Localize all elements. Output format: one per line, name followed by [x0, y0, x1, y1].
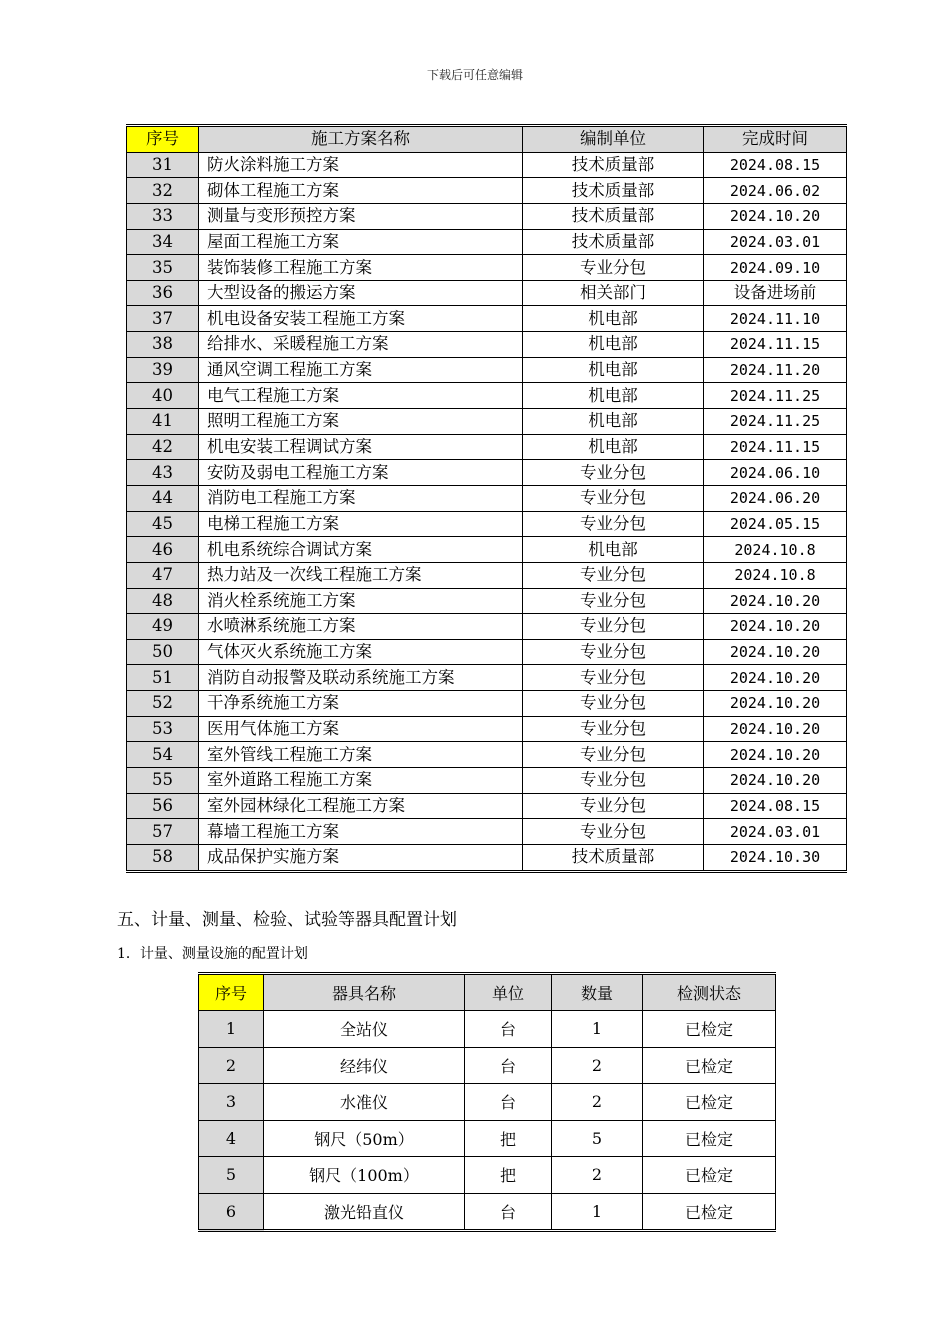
cell-completion-time: 2024.06.20: [704, 485, 847, 511]
cell-plan-name: 成品保护实施方案: [199, 844, 523, 871]
cell-department: 专业分包: [523, 768, 704, 794]
table-header-row: [127, 126, 847, 153]
cell-department: 技术质量部: [523, 178, 704, 204]
cell-unit: 把: [465, 1120, 552, 1157]
cell-plan-name: 室外管线工程施工方案: [199, 742, 523, 768]
header-seq: 序号: [199, 974, 264, 1011]
header-quantity: 数量: [552, 974, 643, 1011]
cell-seq: 41: [127, 409, 199, 435]
table-row: [127, 383, 847, 409]
table-row: [127, 203, 847, 229]
table-row: [127, 485, 847, 511]
table-row: [127, 357, 847, 383]
table-row: [127, 409, 847, 435]
cell-plan-name: 水喷淋系统施工方案: [199, 614, 523, 640]
cell-unit: 台: [465, 1011, 552, 1048]
cell-plan-name: 照明工程施工方案: [199, 409, 523, 435]
table-row: [127, 178, 847, 204]
cell-plan-name: 干净系统施工方案: [199, 691, 523, 717]
cell-inspection-status: 已检定: [643, 1157, 776, 1194]
cell-completion-time: 2024.10.20: [704, 588, 847, 614]
cell-completion-time: 2024.03.01: [704, 229, 847, 255]
cell-department: 机电部: [523, 537, 704, 563]
table-row: [127, 434, 847, 460]
cell-completion-time: 2024.08.15: [704, 152, 847, 178]
cell-completion-time: 2024.11.25: [704, 383, 847, 409]
cell-inspection-status: 已检定: [643, 1193, 776, 1231]
cell-inspection-status: 已检定: [643, 1120, 776, 1157]
cell-department: 技术质量部: [523, 844, 704, 871]
cell-department: 技术质量部: [523, 152, 704, 178]
cell-seq: 57: [127, 819, 199, 845]
cell-completion-time: 2024.06.10: [704, 460, 847, 486]
cell-completion-time: 2024.10.20: [704, 691, 847, 717]
cell-department: 机电部: [523, 434, 704, 460]
table-row: [127, 255, 847, 281]
table-row: [127, 152, 847, 178]
cell-seq: 31: [127, 152, 199, 178]
cell-completion-time: 2024.10.20: [704, 665, 847, 691]
cell-seq: 40: [127, 383, 199, 409]
cell-seq: 49: [127, 614, 199, 640]
cell-completion-time: 2024.10.8: [704, 562, 847, 588]
cell-seq: 38: [127, 332, 199, 358]
cell-seq: 37: [127, 306, 199, 332]
cell-seq: 42: [127, 434, 199, 460]
cell-plan-name: 机电系统综合调试方案: [199, 537, 523, 563]
cell-seq: 46: [127, 537, 199, 563]
table-row: [127, 844, 847, 871]
table-row: [127, 460, 847, 486]
header-instrument-name: 器具名称: [264, 974, 465, 1011]
cell-instrument-name: 水准仪: [264, 1084, 465, 1121]
cell-plan-name: 防火涂料施工方案: [199, 152, 523, 178]
cell-plan-name: 室外园林绿化工程施工方案: [199, 793, 523, 819]
cell-department: 专业分包: [523, 691, 704, 717]
cell-seq: 54: [127, 742, 199, 768]
cell-department: 专业分包: [523, 511, 704, 537]
cell-plan-name: 消火栓系统施工方案: [199, 588, 523, 614]
table-row: [127, 229, 847, 255]
header-department: 编制单位: [523, 126, 704, 153]
instrument-table: [198, 972, 776, 1232]
cell-department: 专业分包: [523, 716, 704, 742]
table-row: [127, 280, 847, 306]
table-row: [199, 1157, 776, 1194]
header-completion-time: 完成时间: [704, 126, 847, 153]
cell-completion-time: 2024.09.10: [704, 255, 847, 281]
cell-quantity: 1: [552, 1011, 643, 1048]
cell-instrument-name: 钢尺（100m）: [264, 1157, 465, 1194]
header-inspection-status: 检测状态: [643, 974, 776, 1011]
cell-plan-name: 室外道路工程施工方案: [199, 768, 523, 794]
table-row: [127, 819, 847, 845]
cell-seq: 32: [127, 178, 199, 204]
cell-department: 专业分包: [523, 255, 704, 281]
construction-plan-table: [126, 124, 847, 873]
table-row: [127, 768, 847, 794]
cell-completion-time: 2024.03.01: [704, 819, 847, 845]
cell-completion-time: 2024.10.30: [704, 844, 847, 871]
cell-department: 专业分包: [523, 793, 704, 819]
cell-completion-time: 设备进场前: [704, 280, 847, 306]
cell-seq: 5: [199, 1157, 264, 1194]
cell-seq: 44: [127, 485, 199, 511]
cell-seq: 52: [127, 691, 199, 717]
cell-department: 专业分包: [523, 460, 704, 486]
cell-plan-name: 通风空调工程施工方案: [199, 357, 523, 383]
cell-completion-time: 2024.11.25: [704, 409, 847, 435]
table-row: [127, 614, 847, 640]
cell-department: 技术质量部: [523, 229, 704, 255]
cell-plan-name: 幕墙工程施工方案: [199, 819, 523, 845]
header-note: 下载后可任意编辑: [426, 68, 523, 82]
header-seq: 序号: [127, 126, 199, 153]
cell-inspection-status: 已检定: [643, 1011, 776, 1048]
cell-completion-time: 2024.10.20: [704, 716, 847, 742]
cell-plan-name: 消防电工程施工方案: [199, 485, 523, 511]
cell-seq: 56: [127, 793, 199, 819]
cell-unit: 台: [465, 1084, 552, 1121]
header-plan-name: 施工方案名称: [199, 126, 523, 153]
cell-instrument-name: 钢尺（50m）: [264, 1120, 465, 1157]
table-row: [127, 742, 847, 768]
cell-department: 专业分包: [523, 639, 704, 665]
table-row: [127, 665, 847, 691]
cell-instrument-name: 激光铅直仪: [264, 1193, 465, 1231]
cell-unit: 台: [465, 1193, 552, 1231]
cell-completion-time: 2024.10.20: [704, 203, 847, 229]
cell-department: 相关部门: [523, 280, 704, 306]
cell-completion-time: 2024.11.10: [704, 306, 847, 332]
cell-department: 专业分包: [523, 742, 704, 768]
cell-department: 机电部: [523, 409, 704, 435]
cell-completion-time: 2024.06.02: [704, 178, 847, 204]
table-row: [199, 1011, 776, 1048]
cell-department: 机电部: [523, 332, 704, 358]
cell-plan-name: 医用气体施工方案: [199, 716, 523, 742]
cell-department: 专业分包: [523, 665, 704, 691]
cell-plan-name: 砌体工程施工方案: [199, 178, 523, 204]
table-row: [199, 1084, 776, 1121]
table-row: [127, 588, 847, 614]
cell-completion-time: 2024.08.15: [704, 793, 847, 819]
cell-plan-name: 安防及弱电工程施工方案: [199, 460, 523, 486]
cell-seq: 6: [199, 1193, 264, 1231]
cell-seq: 39: [127, 357, 199, 383]
cell-seq: 35: [127, 255, 199, 281]
cell-unit: 台: [465, 1047, 552, 1084]
cell-department: 专业分包: [523, 614, 704, 640]
cell-plan-name: 测量与变形预控方案: [199, 203, 523, 229]
table-row: [127, 511, 847, 537]
cell-completion-time: 2024.11.20: [704, 357, 847, 383]
cell-plan-name: 电气工程施工方案: [199, 383, 523, 409]
cell-seq: 3: [199, 1084, 264, 1121]
cell-seq: 43: [127, 460, 199, 486]
cell-instrument-name: 经纬仪: [264, 1047, 465, 1084]
cell-quantity: 2: [552, 1047, 643, 1084]
cell-completion-time: 2024.05.15: [704, 511, 847, 537]
cell-department: 机电部: [523, 357, 704, 383]
cell-seq: 1: [199, 1011, 264, 1048]
cell-completion-time: 2024.11.15: [704, 332, 847, 358]
table-row: [127, 639, 847, 665]
cell-plan-name: 气体灭火系统施工方案: [199, 639, 523, 665]
cell-plan-name: 屋面工程施工方案: [199, 229, 523, 255]
cell-seq: 51: [127, 665, 199, 691]
table-row: [127, 562, 847, 588]
table-row: [127, 793, 847, 819]
cell-department: 技术质量部: [523, 203, 704, 229]
cell-plan-name: 装饰装修工程施工方案: [199, 255, 523, 281]
table-row: [127, 306, 847, 332]
cell-seq: 58: [127, 844, 199, 871]
cell-seq: 4: [199, 1120, 264, 1157]
cell-department: 专业分包: [523, 819, 704, 845]
cell-inspection-status: 已检定: [643, 1047, 776, 1084]
cell-department: 专业分包: [523, 588, 704, 614]
table-row: [199, 1120, 776, 1157]
cell-seq: 36: [127, 280, 199, 306]
cell-department: 机电部: [523, 383, 704, 409]
table-row: [127, 332, 847, 358]
cell-plan-name: 消防自动报警及联动系统施工方案: [199, 665, 523, 691]
cell-department: 专业分包: [523, 562, 704, 588]
table-row: [127, 716, 847, 742]
cell-inspection-status: 已检定: [643, 1084, 776, 1121]
sub-title: 1．计量、测量设施的配置计划: [117, 946, 308, 962]
cell-seq: 33: [127, 203, 199, 229]
cell-seq: 50: [127, 639, 199, 665]
header-unit: 单位: [465, 974, 552, 1011]
cell-completion-time: 2024.10.20: [704, 768, 847, 794]
cell-completion-time: 2024.10.8: [704, 537, 847, 563]
cell-seq: 53: [127, 716, 199, 742]
cell-completion-time: 2024.11.15: [704, 434, 847, 460]
cell-seq: 55: [127, 768, 199, 794]
cell-seq: 2: [199, 1047, 264, 1084]
cell-unit: 把: [465, 1157, 552, 1194]
cell-quantity: 1: [552, 1193, 643, 1231]
cell-plan-name: 给排水、采暖程施工方案: [199, 332, 523, 358]
table-row: [127, 537, 847, 563]
cell-department: 专业分包: [523, 485, 704, 511]
cell-plan-name: 机电安装工程调试方案: [199, 434, 523, 460]
cell-seq: 47: [127, 562, 199, 588]
table-header-row: [199, 974, 776, 1011]
cell-plan-name: 热力站及一次线工程施工方案: [199, 562, 523, 588]
table-row: [127, 691, 847, 717]
table-row: [199, 1047, 776, 1084]
section-title: 五、计量、测量、检验、试验等器具配置计划: [117, 910, 457, 930]
table-row: [199, 1193, 776, 1231]
cell-quantity: 2: [552, 1157, 643, 1194]
cell-seq: 34: [127, 229, 199, 255]
cell-quantity: 5: [552, 1120, 643, 1157]
cell-completion-time: 2024.10.20: [704, 742, 847, 768]
cell-completion-time: 2024.10.20: [704, 639, 847, 665]
cell-department: 机电部: [523, 306, 704, 332]
cell-plan-name: 机电设备安装工程施工方案: [199, 306, 523, 332]
cell-plan-name: 大型设备的搬运方案: [199, 280, 523, 306]
cell-plan-name: 电梯工程施工方案: [199, 511, 523, 537]
cell-quantity: 2: [552, 1084, 643, 1121]
cell-instrument-name: 全站仪: [264, 1011, 465, 1048]
cell-seq: 48: [127, 588, 199, 614]
cell-completion-time: 2024.10.20: [704, 614, 847, 640]
cell-seq: 45: [127, 511, 199, 537]
